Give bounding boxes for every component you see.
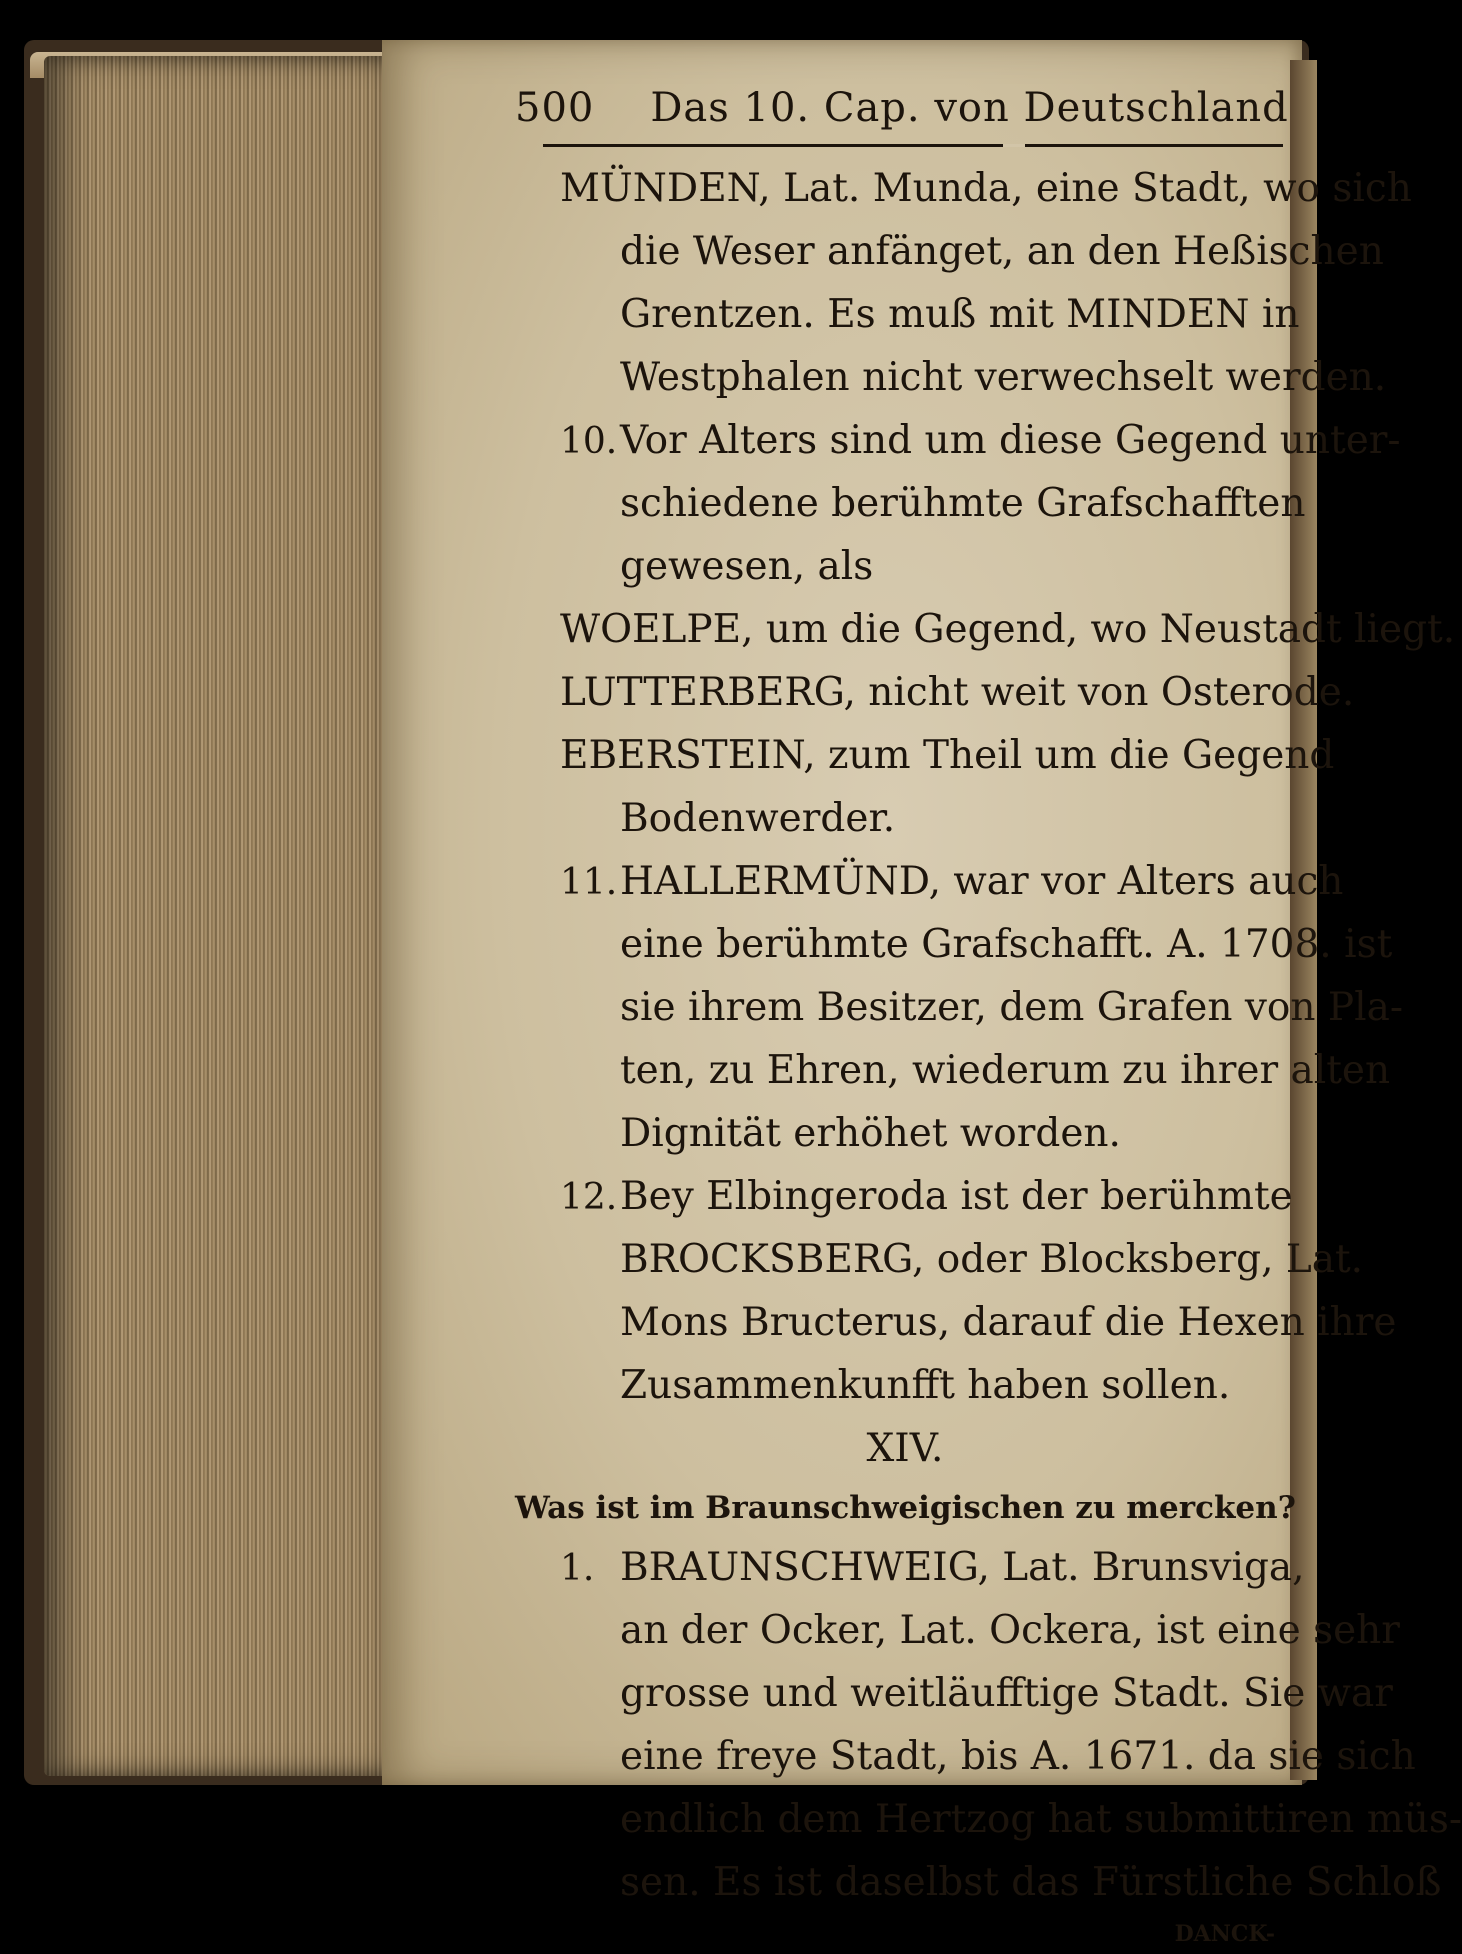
line-text: Westphalen nicht verwechselt werden. [620, 355, 1387, 400]
line-text: BRAUNSCHWEIG, Lat. Brunsviga, [620, 1545, 1305, 1590]
paragraph-number: 11. [560, 862, 618, 903]
line-text: gewesen, als [620, 544, 874, 589]
text-line [515, 1536, 1305, 1599]
running-header [515, 78, 1295, 138]
text-line [515, 1291, 1397, 1354]
text-line [515, 157, 1412, 220]
catchword: DANCK- [1174, 1921, 1275, 1947]
page-number: 500 [515, 85, 595, 131]
line-text: die Weser anfänget, an den Heßischen [620, 229, 1384, 274]
page-text [515, 78, 1462, 1954]
text-line [515, 1354, 1295, 1417]
text-line [515, 1599, 1400, 1662]
text-line [515, 976, 1404, 1039]
line-text: sie ihrem Besitzer, dem Grafen von Pla- [620, 985, 1404, 1030]
text-line [515, 724, 1335, 787]
paragraph-number: 10. [560, 421, 618, 462]
body-lines [515, 157, 1456, 1417]
line-text: Mons Bructerus, darauf die Hexen ihre [620, 1300, 1397, 1345]
section-number: XIV. [866, 1426, 944, 1471]
text-line [515, 1788, 1462, 1851]
text-line [515, 787, 1295, 850]
line-text: Grentzen. Es muß mit MINDEN in [620, 292, 1300, 337]
paragraph-number: 1. [560, 1548, 595, 1589]
line-text: BROCKSBERG, oder Blocksberg, Lat. [620, 1237, 1364, 1282]
line-text: endlich dem Hertzog hat submittiren müs- [620, 1797, 1462, 1842]
text-line [515, 1662, 1393, 1725]
text-line [515, 1165, 1295, 1228]
line-text: Zusammenkunfft haben sollen. [620, 1363, 1231, 1408]
text-line [515, 1228, 1364, 1291]
line-text: ten, zu Ehren, wiederum zu ihrer alten [620, 1048, 1391, 1093]
line-text: EBERSTEIN, zum Theil um die Gegend [560, 733, 1335, 778]
line-text: sen. Es ist daselbst das Fürstliche Schloß [620, 1860, 1442, 1905]
text-line [515, 850, 1344, 913]
line-text: Bodenwerder. [620, 796, 896, 841]
text-line [515, 409, 1401, 472]
text-line [515, 220, 1384, 283]
body-lines-2 [515, 1536, 1462, 1914]
line-text: Bey Elbingeroda ist der berühmte [620, 1174, 1293, 1219]
text-line [515, 535, 1295, 598]
text-line [515, 661, 1355, 724]
line-text: WOELPE, um die Gegend, wo Neustadt liegt. [560, 607, 1456, 652]
line-text: eine berühmte Grafschafft. A. 1708. ist [620, 922, 1393, 967]
line-text: LUTTERBERG, nicht weit von Osterode. [560, 670, 1355, 715]
text-line [515, 1102, 1295, 1165]
line-text: an der Ocker, Lat. Ockera, ist eine sehr [620, 1608, 1400, 1653]
running-title: Das 10. Cap. von Deutschland [650, 85, 1289, 131]
line-text: grosse und weitläufftige Stadt. Sie war [620, 1671, 1393, 1716]
text-line [515, 1851, 1442, 1914]
text-line [515, 346, 1387, 409]
text-line [515, 1725, 1416, 1788]
section-title: Was ist im Braunschweigischen zu mercken? [515, 1490, 1296, 1526]
header-rule [543, 144, 1283, 147]
text-line [515, 913, 1393, 976]
text-line [515, 598, 1456, 661]
paragraph-number: 12. [560, 1177, 618, 1218]
line-text: schiedene berühmte Grafschafften [620, 481, 1306, 526]
line-text: MÜNDEN, Lat. Munda, eine Stadt, wo sich [560, 166, 1412, 211]
line-text: eine freye Stadt, bis A. 1671. da sie sich [620, 1734, 1416, 1779]
line-text: Dignität erhöhet worden. [620, 1111, 1121, 1156]
text-line [515, 1039, 1391, 1102]
line-text: HALLERMÜND, war vor Alters auch [620, 859, 1344, 904]
text-line [515, 283, 1300, 346]
line-text: Vor Alters sind um diese Gegend unter- [620, 418, 1401, 463]
page-edges [44, 56, 394, 1776]
text-line [515, 472, 1306, 535]
